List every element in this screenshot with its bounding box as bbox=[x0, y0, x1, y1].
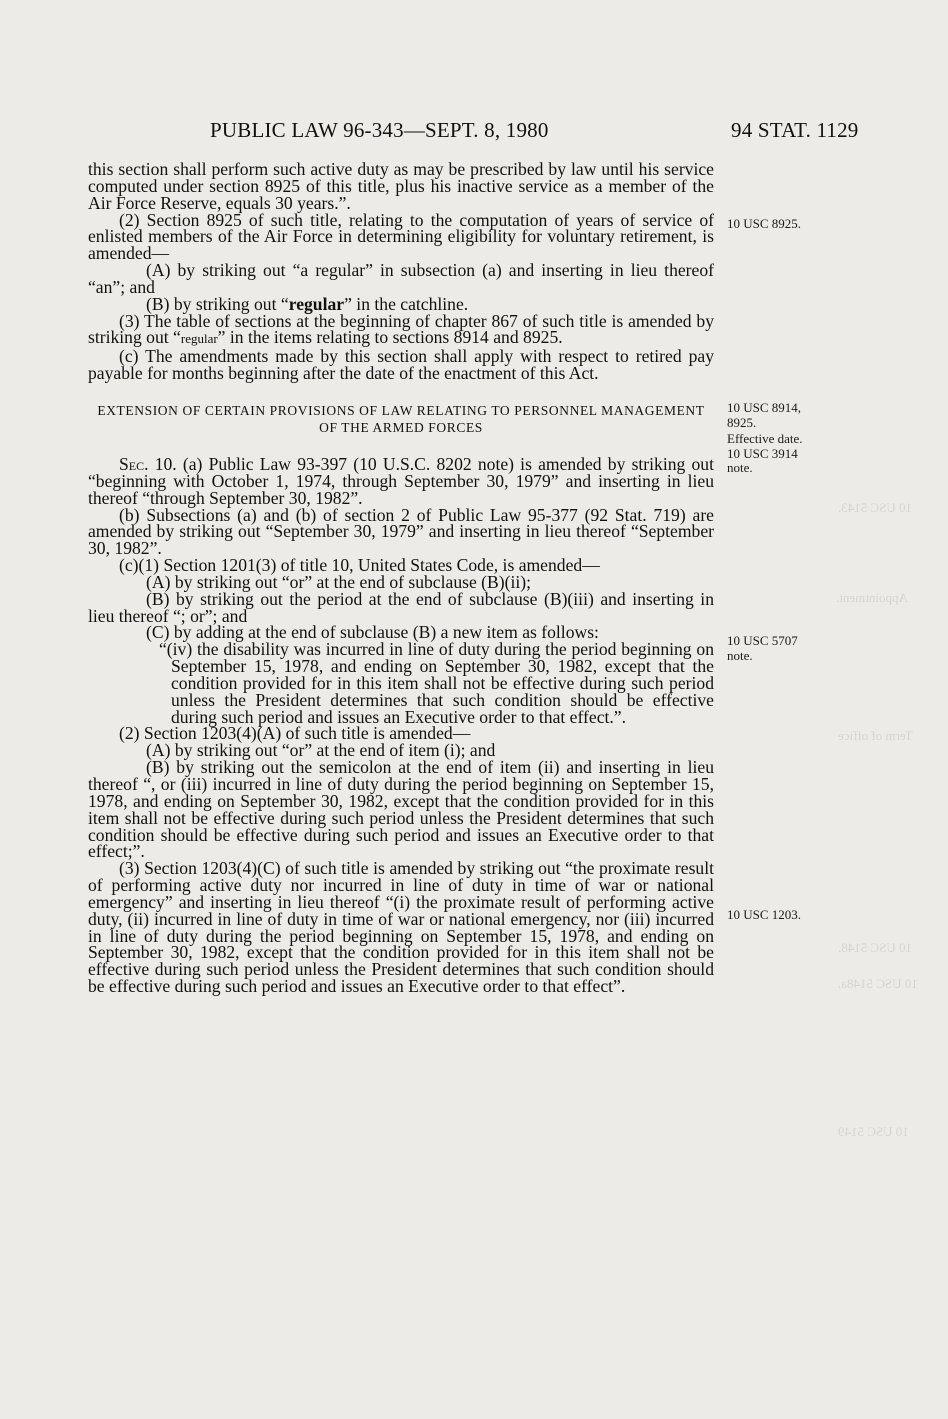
paragraph: (2) Section 8925 of such title, relating to the computation of years of service of enlisted members of the Air Force in determining eligibility for voluntary retirement, is amended— bbox=[88, 209, 714, 264]
statute-body bbox=[88, 161, 714, 995]
small-text-run: regular bbox=[180, 331, 218, 347]
bleed-through-note: Term of office bbox=[838, 728, 913, 743]
margin-note-line: Effective date. bbox=[727, 431, 803, 446]
text-run: ” in the catchline. bbox=[344, 293, 469, 314]
paragraph: (3) Section 1203(4)(C) of such title is amended by striking out “the proximate result of performing active duty nor incurred in line of duty in time of war or national emergency” and inserting in lieu thereof “(i) the proximate result of performing active duty, (ii) incurred in line of duty in time of war or national emergency, nor (iii) incurred in line of duty during the period beginning on September 15, 1978, and ending on September 30, 1982, except that the condition provided for in this item shall not be effective during such period unless the President determines that such condition should be effective during such period and issues an Executive order to that effect”. bbox=[88, 858, 714, 997]
margin-note: 10 USC 8925. bbox=[727, 216, 802, 231]
bleed-through-note: 10 USC 5149 bbox=[838, 1124, 909, 1139]
margin-note bbox=[727, 401, 801, 430]
margin-note bbox=[727, 432, 803, 476]
paragraph: (c)(1) Section 1201(3) of title 10, United States Code, is amended— bbox=[119, 555, 600, 576]
paragraph bbox=[88, 453, 714, 508]
running-header-page-ref: 94 STAT. 1129 bbox=[731, 118, 859, 142]
margin-note-line: note. bbox=[727, 460, 753, 475]
paragraph: (B) by striking out the period at the end of subclause (B)(iii) and inserting in lieu thereof “; or”; and bbox=[88, 588, 714, 626]
bold-text-run: regular bbox=[288, 293, 345, 314]
paragraph: (B) by striking out the semicolon at the end of item (ii) and inserting in lieu thereof “, or (iii) incurred in line of duty during the period beginning on September 15, 1978, and ending on September 30, 1982, except that the condition provided for in this item shall not be effective during such period unless the President determines that such condition should be effective during such period and issues an Executive order to that effect;”. bbox=[88, 757, 714, 862]
text-run: 10. (a) Public Law 93-397 (10 U.S.C. 8202 note) is amended by striking out “beginning with October 1, 1974, through September 30, 1979” and inserting in lieu thereof “through September 30, 1982”. bbox=[88, 453, 714, 508]
margin-note bbox=[727, 634, 798, 663]
bleed-through-note: 10 USC 5143. bbox=[838, 500, 913, 515]
bleed-through-note: 10 USC 5148a. bbox=[838, 976, 918, 991]
paragraph: this section shall perform such active duty as may be prescribed by law until his service computed under section 8925 of this title, plus his inactive service as a member of the Air Force Reserve, equals 30 years.”. bbox=[88, 159, 714, 213]
inserted-item: “(iv) the disability was incurred in line of duty during the period beginning on September 15, 1978, and ending on September 30, 1982, except that the condition provided for in this item shall not be effective during such period unless the President determines that such condition should be effective during such period and issues an Executive order to that effect.”. bbox=[159, 639, 714, 727]
margin-note-line: 10 USC 3914 bbox=[727, 445, 798, 461]
margin-note-line: 10 USC 5707 bbox=[727, 633, 798, 648]
section-heading: EXTENSION OF CERTAIN PROVISIONS OF LAW RELATING TO PERSONNEL MANAGEMENT OF THE ARMED FORCES bbox=[97, 402, 705, 435]
paragraph: (A) by striking out “a regular” in subsection (a) and inserting in lieu thereof “an”; and bbox=[88, 260, 714, 297]
margin-note-line: note. bbox=[727, 647, 753, 663]
margin-note-line: 8925. bbox=[727, 414, 757, 430]
text-run: (B) by striking out “ bbox=[146, 293, 289, 314]
bleed-through-note: 10 USC 5148. bbox=[838, 940, 913, 955]
text-run: (3) The table of sections at the beginning of chapter 867 of such title is amended by striking out “ bbox=[88, 310, 714, 348]
margin-note-line: 10 USC 8914, bbox=[727, 400, 802, 415]
paragraph: (C) by adding at the end of subclause (B) a new item as follows: bbox=[146, 622, 599, 643]
running-header-title: PUBLIC LAW 96-343—SEPT. 8, 1980 bbox=[210, 118, 549, 142]
paragraph: (b) Subsections (a) and (b) of section 2 of Public Law 95-377 (92 Stat. 719) are amended by striking out “September 30, 1979” and inserting in lieu thereof “September 30, 1982”. bbox=[88, 504, 714, 559]
paragraph: (2) Section 1203(4)(A) of such title is amended— bbox=[119, 723, 471, 744]
bleed-through-note: Appointment. bbox=[836, 590, 908, 605]
margin-note: 10 USC 1203. bbox=[727, 907, 802, 922]
section-label: Sec. bbox=[119, 453, 149, 474]
text-run: ” in the items relating to sections 8914 and 8925. bbox=[217, 327, 563, 348]
paragraph: (A) by striking out “or” at the end of subclause (B)(ii); bbox=[146, 571, 532, 592]
paragraph: (c) The amendments made by this section shall apply with respect to retired pay payable for months beginning after the date of the enactment of this Act. bbox=[88, 346, 714, 384]
paragraph bbox=[88, 310, 714, 349]
paragraph: (A) by striking out “or” at the end of item (i); and bbox=[146, 740, 496, 761]
